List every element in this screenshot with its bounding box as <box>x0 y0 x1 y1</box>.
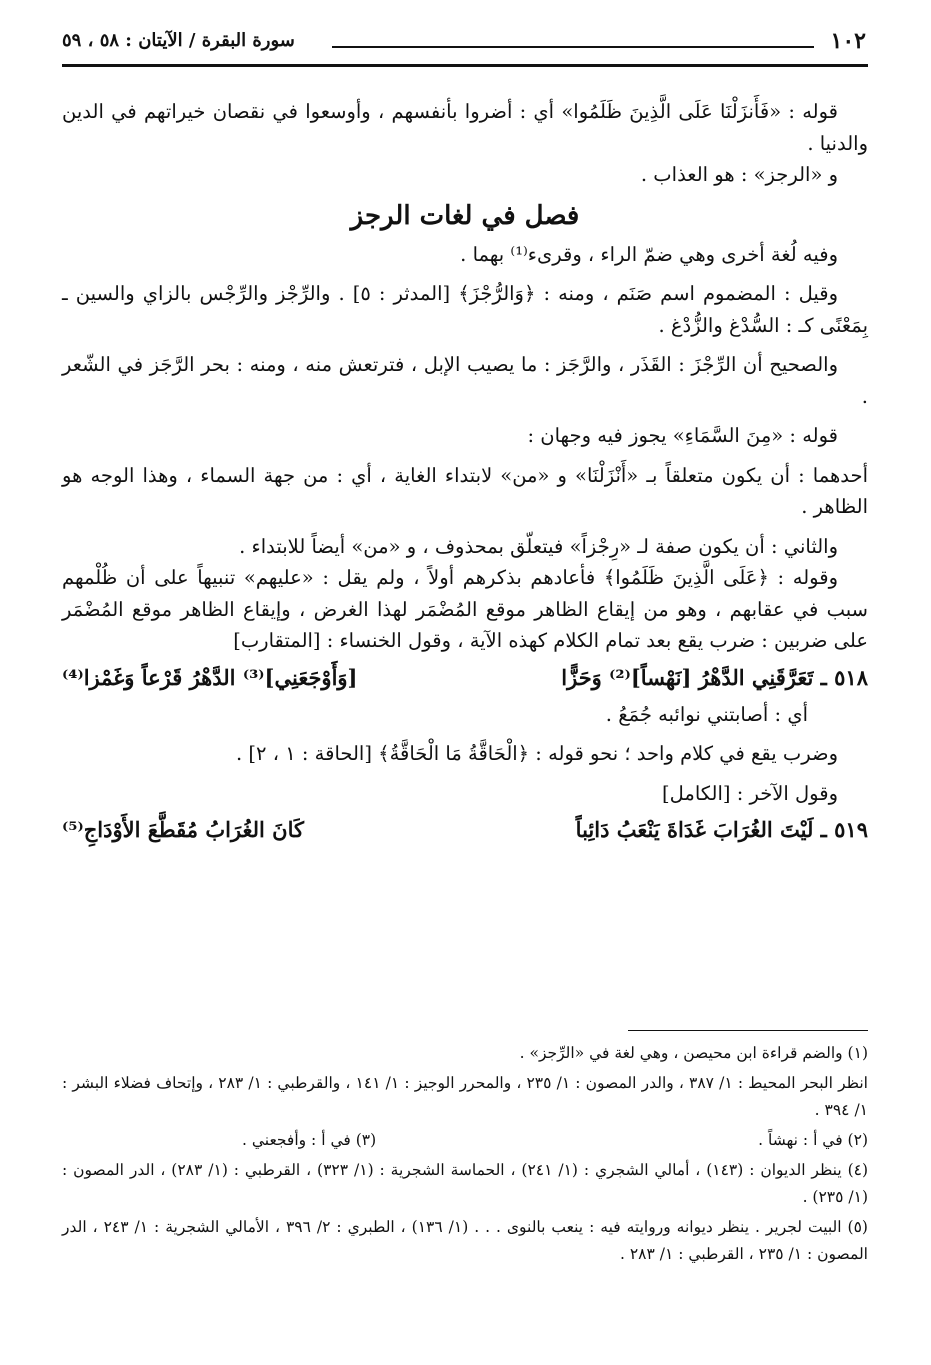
footnote-pair <box>62 1127 868 1154</box>
paragraph: أحدهما : أن يكون متعلقاً بـ «أَنْزَلْنَا» و «من» لابتداء الغاية ، أي : من جهة السماء ، وهذا الوجه هو الظاهر . <box>62 463 868 518</box>
verse-518 <box>62 661 868 695</box>
paragraph: قوله : «مِنَ السَّمَاءِ» يجوز فيه وجهان : <box>527 424 838 447</box>
header-dash <box>332 46 814 48</box>
paragraph: و «الرجز» : هو العذاب . <box>640 163 838 186</box>
footnotes <box>62 1040 868 1271</box>
paragraph: وضرب يقع في كلام واحد ؛ نحو قوله : ﴿الْحَاقَّةُ مَا الْحَاقَّةُ﴾ [الحاقة : ١ ، ٢] . <box>236 742 838 765</box>
paragraph: وقيل : المضموم اسم صَنَم ، ومنه : ﴿وَالرُّجْزَ﴾ [المدثر : ٥] . والرِّجْز والرِّجْس بالزاي والسين ـ بِمَعْنًى كـ : السُّدْغ والزُّدْغ . <box>62 282 868 337</box>
verse-hemistich: كَانَ الغُرَابُ مُقَطَّعَ الأَوْدَاجِ⁽⁵⁾ <box>62 817 304 842</box>
header-rule <box>62 64 868 67</box>
paragraph: وفيه لُغة أخرى وهي ضمّ الراء ، وقرىء⁽¹⁾ بهما . <box>460 242 838 266</box>
verse-hemistich: ٥١٩ ـ لَيْتَ الغُرَابَ غَدَاةَ يَنْعَبُ دَائِباً <box>575 817 868 842</box>
paragraph: والثاني : أن يكون صفة لـ «رِجْزاً» فيتعلّق بمحذوف ، و «من» أيضاً للابتداء . <box>239 534 838 558</box>
main-text <box>62 96 868 851</box>
paragraph: أي : أصابتني نوائبه جُمَعُ . <box>605 702 808 726</box>
verse-hemistich: [وَأَوْجَعَنِي]⁽³⁾ الدَّهْرُ قَرْعاً وَغَمْزا⁽⁴⁾ <box>62 664 358 690</box>
footnote: (٤) ينظر الديوان : (١٤٣) ، أمالي الشجري : (١/ ٢٤١) ، الحماسة الشجرية : (١/ ٣٢٣) ، القرطبي : (١/ ٢٨٣) ، الدر المصون : (١/ ٢٣٥) . <box>62 1161 869 1206</box>
page-header <box>62 30 866 58</box>
footnote-rule <box>628 1030 868 1031</box>
footnote: انظر البحر المحيط : ١/ ٣٨٧ ، والدر المصون : ١/ ٢٣٥ ، والمحرر الوجيز : ١/ ١٤١ ، والقرطبي : ١/ ٢٨٣ ، وإتحاف فضلاء البشر : ١/ ٣٩٤ . <box>62 1074 868 1119</box>
footnote: (٢) في أ : نهشاً . <box>758 1131 868 1149</box>
footnote: (٣) في أ : وأفجعني . <box>242 1131 377 1149</box>
verse-519 <box>62 813 868 847</box>
paragraph: قوله : «فَأَنزَلْنَا عَلَى الَّذِينَ ظَلَمُوا» أي : أضروا بأنفسهم ، وأوسعوا في نقصان خيراتهم في الدين والدنيا . <box>62 100 868 155</box>
footnote: (١) والضم قراءة ابن محيصن ، وهي لغة في «الرِّجز» . <box>519 1044 868 1062</box>
verse-hemistich: ٥١٨ ـ تَعَرَّقَنِي الدَّهْرُ [نَهْساً]⁽²⁾ وَحَزًّا <box>561 664 868 690</box>
section-title: فصل في لغات الرجز <box>350 200 580 231</box>
running-title: سورة البقرة / الآيتان : ٥٨ ، ٥٩ <box>62 30 295 51</box>
page-number: ١٠٢ <box>830 28 866 54</box>
paragraph: وقوله : ﴿عَلَى الَّذِينَ ظَلَمُوا﴾ فأعادهم بذكرهم أولاً ، ولم يقل : «عليهم» تنبيهاً على أن ظُلْمهم سبب في عقابهم ، وهو من إيقاع الظاهر موقع المُضْمَر لهذا الغرض ، وإيقاع الظاهر موقع المُضْمَر على ضربين : ضرب يقع بعد تمام الكلام كهذه الآية ، وقول الخنساء : [المتقارب] <box>62 566 868 652</box>
footnote: (٥) البيت لجرير . ينظر ديوانه وروايته فيه : ينعب بالنوى . . . (١/ ١٣٦) ، الطبري : ٢/ ٣٩٦ ، الأمالي الشجرية : ١/ ٢٤٣ ، الدر المصون : ١/ ٢٣٥ ، القرطبي : ١/ ٢٨٣ . <box>62 1218 868 1263</box>
paragraph: والصحيح أن الرِّجْزَ : القَذَر ، والرَّجَز : ما يصيب الإبل ، فترتعش منه ، ومنه : بحر الرَّجَز في الشّعر . <box>62 353 868 408</box>
paragraph: وقول الآخر : [الكامل] <box>662 781 838 805</box>
